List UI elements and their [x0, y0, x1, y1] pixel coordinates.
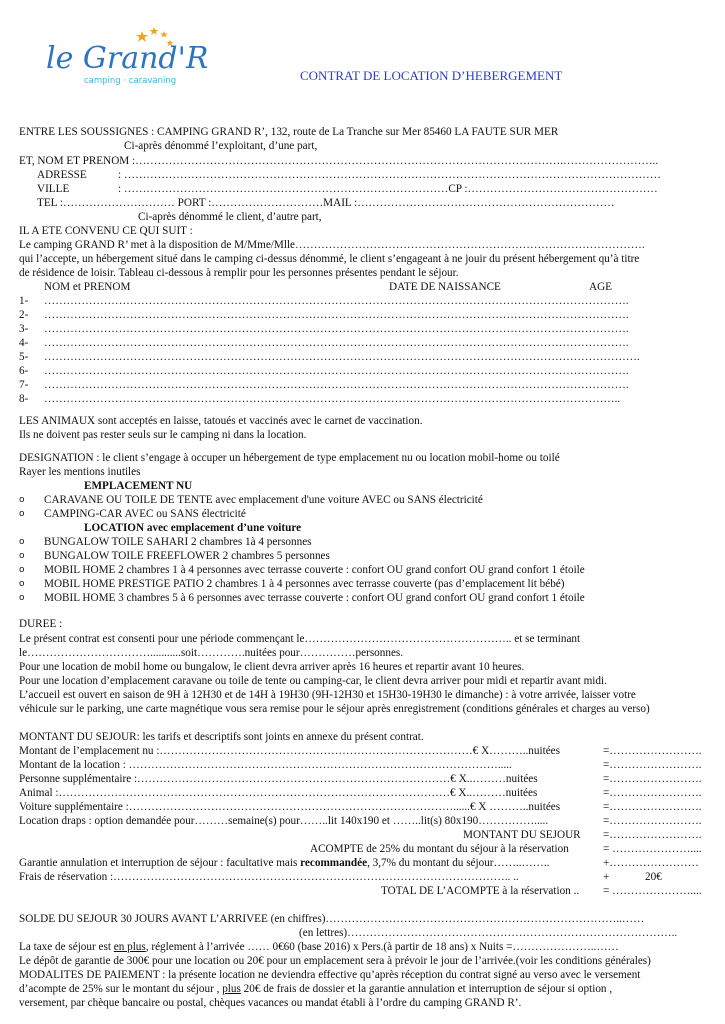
person-row-number: 2- — [19, 309, 29, 321]
total-deposit-total[interactable]: = ………………….... — [603, 885, 702, 897]
designation-line-2: Rayer les mentions inutiles — [19, 466, 141, 478]
person-row-field[interactable]: …………………………………………………………………………………………………………………………………………. — [44, 379, 629, 391]
persons-header-birthdate: DATE DE NAISSANCE — [389, 281, 501, 293]
person-row-field[interactable]: ……………………………………………………………………………………………………………………………………………. — [44, 351, 640, 363]
person-row-number: 4- — [19, 337, 29, 349]
address-label: ADRESSE — [37, 169, 87, 181]
amount-animal-total[interactable]: =……………………. — [603, 787, 702, 799]
option-caravane[interactable]: CARAVANE OU TOILE DE TENTE avec emplacement d'une voiture AVEC ou SANS électricité — [44, 494, 483, 506]
amount-stay-total[interactable]: =……………………. — [603, 829, 702, 841]
person-row-field[interactable]: …………………………………………………………………………………………………………………………………………. — [44, 365, 629, 377]
person-row-number: 8- — [19, 393, 29, 405]
agreement-heading: IL A ETE CONVENU CE QUI SUIT : — [19, 225, 193, 237]
duration-line-6: véhicule sur le parking, une carte magnétique vous sera remise pour le séjour après enregistrement (conditions générales et charges au verso) — [19, 703, 650, 715]
duration-heading: DUREE : — [19, 618, 63, 630]
agreement-line-3: qui l’accepte, un hébergement situé dans le camping ci-dessus dénommé, le client s’engageant à ne jouir du présent hébergement qu’à titre — [19, 253, 640, 265]
balance-figures-field[interactable]: SOLDE DU SEJOUR 30 JOURS AVANT L’ARRIVEE (en chiffres)……………………………………………………………………..…… — [19, 913, 645, 925]
contact-phone-mail-field[interactable]: TEL :………………………… PORT :…………………………MAIL :…………………………………………………………… — [37, 197, 615, 209]
duration-line-3: Pour une location de mobil home ou bungalow, le client devra arriver après 16 heures et repartir avant 10 heures. — [19, 661, 525, 673]
booking-fee-row: Frais de réservation :…………………………………………………………………………………………….. .. — [19, 871, 519, 883]
person-row-field[interactable]: ……………………………………………………………………………………………………………………………………….. — [44, 393, 621, 405]
person-row-field[interactable]: …………………………………………………………………………………………………………………………………………. — [44, 337, 629, 349]
emplacement-nu-heading: EMPLACEMENT NU — [84, 480, 193, 492]
duration-line-5: L’accueil est ouvert en saison de 9H à 12H30 et de 14H à 19H30 (9H-12H30 et 15H30-19H30 le dimanche) : à votre arrivée, laisser votre — [19, 689, 636, 701]
person-row-number: 5- — [19, 351, 29, 363]
amount-emplacement-row[interactable]: Montant de l’emplacement nu :…………………………………………………………………………€ X………..nuitées — [19, 745, 560, 757]
amount-sheets-total[interactable]: =……………………. — [603, 815, 702, 827]
amount-extra-car-total[interactable]: =……………………. — [603, 801, 702, 813]
option-bullet[interactable]: o — [19, 551, 25, 561]
amount-extra-person-row[interactable]: Personne supplémentaire :…………………………………………………………………………€ X..………nuitées — [19, 773, 538, 785]
persons-header-name: NOM et PRENOM — [44, 281, 131, 293]
amount-stay-label: MONTANT DU SEJOUR — [463, 829, 581, 841]
amount-emplacement-total[interactable]: =……………………. — [603, 745, 702, 757]
payment-terms-line-2: d’acompte de 25% sur le montant du séjour , plus 20€ de frais de dossier et la garantie annulation et interruption de séjour si option , — [19, 983, 613, 995]
person-row-field[interactable]: …………………………………………………………………………………………………………………………………………. — [44, 323, 629, 335]
logo-tagline-text: camping · caravaning — [84, 76, 177, 86]
contract-title: CONTRAT DE LOCATION D’HEBERGEMENT — [300, 68, 563, 83]
option-bullet[interactable]: o — [19, 495, 25, 505]
option-bullet[interactable]: o — [19, 579, 25, 589]
person-row-field[interactable]: …………………………………………………………………………………………………………………………………………. — [44, 295, 629, 307]
option-mobil-home-prestige[interactable]: MOBIL HOME PRESTIGE PATIO 2 chambres 1 à 4 personnes avec terrasse couverte (pas d’emplacement lit bébé) — [44, 578, 565, 590]
duration-start-field[interactable]: Le présent contrat est consenti pour une période commençant le……………………………………………….. et se terminant — [19, 633, 581, 645]
amount-location-row[interactable]: Montant de la location : ………………………………………………………………………………………..... — [19, 759, 512, 771]
agreement-line-2[interactable]: Le camping GRAND R’ met à la disposition de M/Mme/Mlle…………………………………………………………………………………. — [19, 239, 645, 251]
payment-terms-line-3: versement, par chèque bancaire ou postal, chèques vacances ou mandat établi à l’ordre du camping GRAND R’. — [19, 997, 522, 1009]
amount-extra-person-total[interactable]: =……………………. — [603, 773, 702, 785]
parties-line-1: ENTRE LES SOUSSIGNES : CAMPING GRAND R’, 132, route de La Tranche sur Mer 85460 LA FAUTE SUR MER — [19, 126, 559, 138]
client-name-field[interactable]: ET, NOM ET PRENOM :…………………………………………………………………………………………………….…………………….. — [19, 155, 659, 167]
cancellation-insurance-total[interactable]: +…………………… — [603, 857, 699, 869]
amount-heading: MONTANT DU SEJOUR: les tarifs et descriptifs sont joints en annexe du présent contrat. — [19, 731, 424, 743]
address-field[interactable]: : ……………………………………………………………………………………………………………………………… — [118, 169, 661, 181]
option-camping-car[interactable]: CAMPING-CAR AVEC ou SANS électricité — [44, 508, 246, 520]
balance-words-field[interactable]: (en lettres)…………………………………………………………………………….. — [299, 927, 678, 939]
booking-fee-amount: 20€ — [645, 871, 662, 883]
option-bullet[interactable]: o — [19, 537, 25, 547]
option-bullet[interactable]: o — [19, 565, 25, 575]
total-deposit-label: TOTAL DE L’ACOMPTE à la réservation .. — [381, 885, 580, 897]
option-bungalow-sahari[interactable]: BUNGALOW TOILE SAHARI 2 chambres 1à 4 personnes — [44, 536, 312, 548]
deposit-label: ACOMPTE de 25% du montant du séjour à la réservation — [310, 843, 569, 855]
person-row-number: 1- — [19, 295, 29, 307]
cancellation-insurance-row[interactable]: Garantie annulation et interruption de séjour : facultative mais recommandée, 3,7% du montant du séjour……..…….. — [19, 857, 550, 869]
person-row-number: 7- — [19, 379, 29, 391]
city-label: VILLE — [37, 183, 70, 195]
amount-animal-row[interactable]: Animal :……………………………………………………………………………………………€ X..………nuitées — [19, 787, 538, 799]
duration-nights-field[interactable]: le……………………………...........soit………….nuitées pour……………personnes. — [19, 647, 404, 659]
animals-line-2: Ils ne doivent pas rester seuls sur le camping ni dans la location. — [19, 429, 307, 441]
security-deposit-line: Le dépôt de garantie de 300€ pour une location ou 20€ pour un emplacement sera à prévoir le jour de l’arrivée.(voir les conditions générales) — [19, 955, 651, 967]
animals-line-1: LES ANIMAUX sont acceptés en laisse, tatoués et vaccinés avec le carnet de vaccination. — [19, 415, 423, 427]
option-mobil-home-3ch[interactable]: MOBIL HOME 3 chambres 5 à 6 personnes avec terrasse couverte : confort OU grand confort OU grand confort 1 étoile — [44, 592, 585, 604]
amount-location-total[interactable]: =……………………. — [603, 759, 702, 771]
camping-logo — [44, 25, 209, 90]
option-bungalow-freeflower[interactable]: BUNGALOW TOILE FREEFLOWER 2 chambres 5 personnes — [44, 550, 330, 562]
person-row-number: 6- — [19, 365, 29, 377]
option-bullet[interactable]: o — [19, 593, 25, 603]
option-bullet[interactable]: o — [19, 509, 25, 519]
option-mobil-home-2ch[interactable]: MOBIL HOME 2 chambres 1 à 4 personnes avec terrasse couverte : confort OU grand confort OU grand confort 1 étoile — [44, 564, 585, 576]
amount-sheets-row[interactable]: Location draps : option demandée pour………semaine(s) pour……..lit 140x190 et ……..lit(s) 80x190……………..... — [19, 815, 549, 827]
payment-terms-line-1: MODALITES DE PAIEMENT : la présente location ne deviendra effective qu’après réception du contrat signé au verso avec le versement — [19, 969, 641, 981]
location-heading: LOCATION avec emplacement d’une voiture — [84, 522, 302, 534]
tourist-tax-line[interactable]: La taxe de séjour est en plus, réglement à l’arrivée …… 0€60 (base 2016) x Pers.(à partir de 18 ans) x Nuits =…………………..…… — [19, 941, 619, 953]
person-row-field[interactable]: …………………………………………………………………………………………………………………………………………. — [44, 309, 629, 321]
booking-fee-plus: + — [603, 871, 610, 883]
duration-line-4: Pour une location d’emplacement caravane ou toile de tente ou camping-car, le client devra arriver pour midi et repartir avant midi. — [19, 675, 607, 687]
persons-header-age: AGE — [589, 281, 612, 293]
person-row-number: 3- — [19, 323, 29, 335]
agreement-line-4: de résidence de loisir. Tableau ci-dessous à remplir pour les personnes présentes pendant le séjour. — [19, 267, 459, 279]
amount-extra-car-row[interactable]: Voiture supplémentaire :……………………………………………………………………………......€ X ………..nuitées — [19, 801, 561, 813]
parties-line-2: Ci-après dénommé l’exploitant, d’une part, — [124, 140, 318, 152]
city-postcode-field[interactable]: : ……………………………………………………………………………CP :…………………………………………… — [118, 183, 658, 195]
deposit-total[interactable]: = ………………….... — [603, 843, 702, 855]
parties-line-7: Ci-après dénommé le client, d’autre part, — [138, 211, 322, 223]
designation-line-1: DESIGNATION : le client s’engage à occuper un hébergement de type emplacement nu ou location mobil-home ou toilé — [19, 452, 560, 464]
logo-brand-text: le Grand'R — [46, 41, 209, 76]
